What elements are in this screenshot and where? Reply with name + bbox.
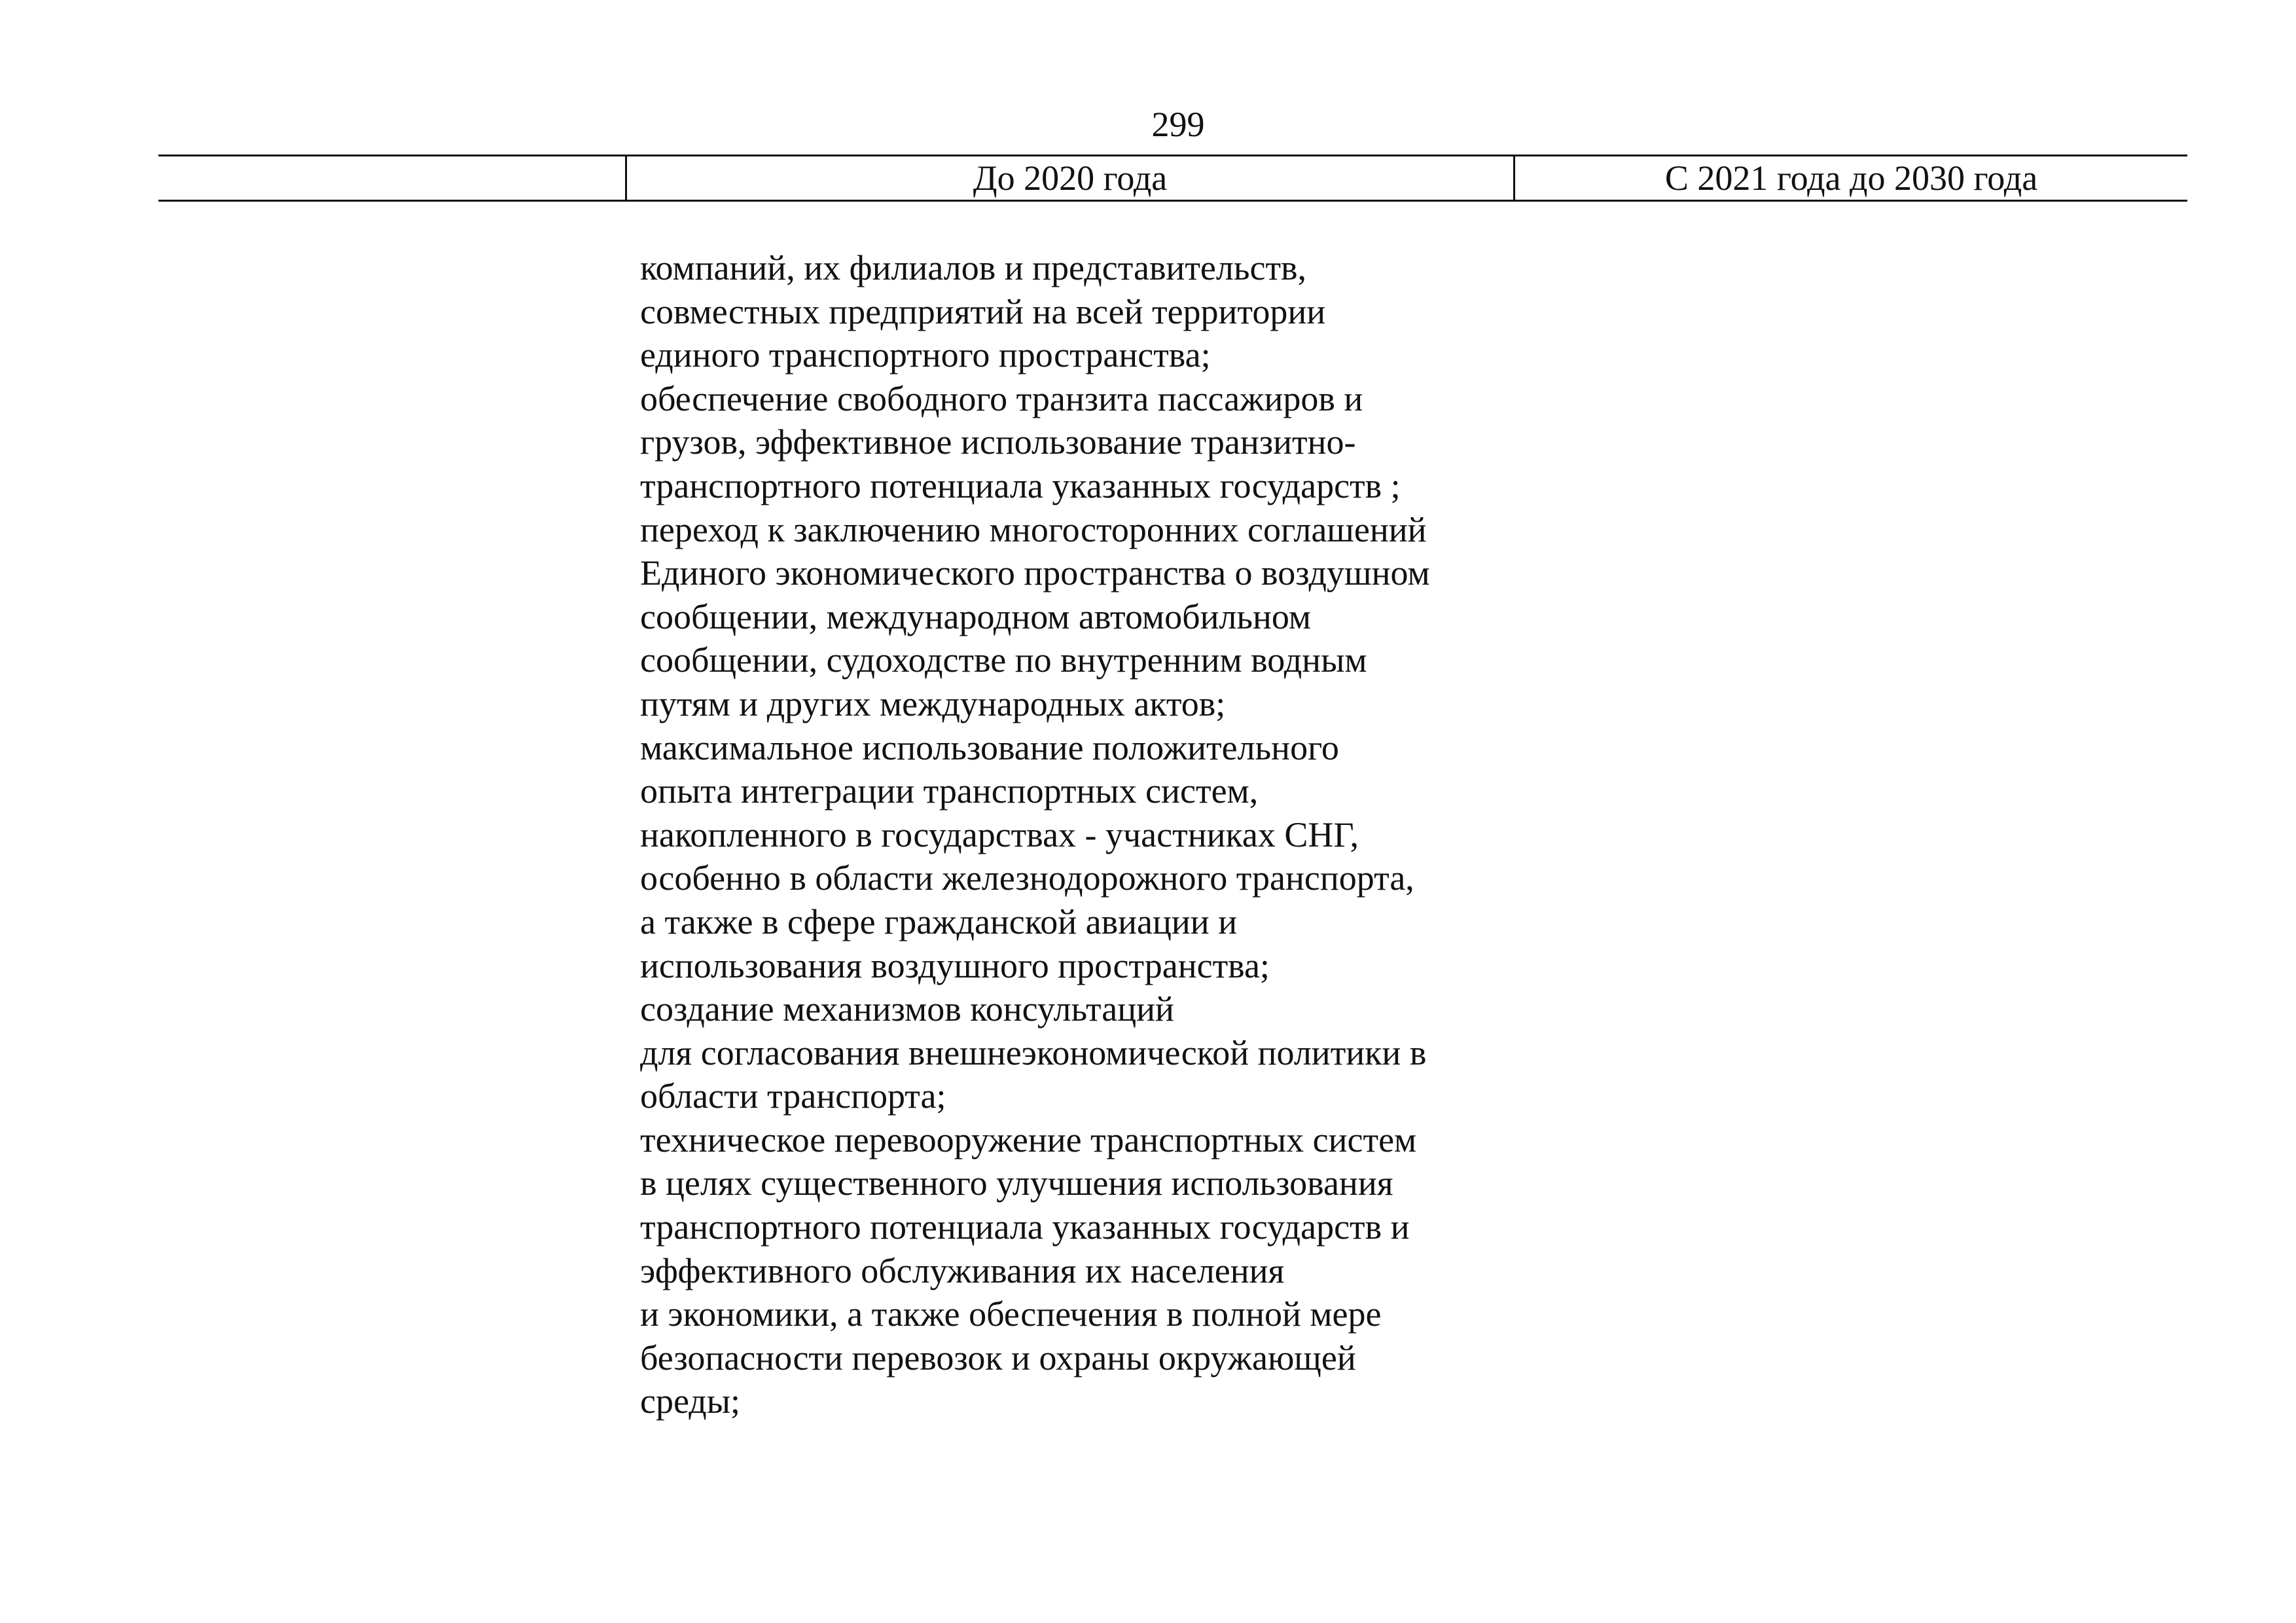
text-line: особенно в области железнодорожного транспорта,: [640, 858, 1414, 898]
text-line: для согласования внешнеэкономической политики в: [640, 1032, 1427, 1072]
text-line: техническое перевооружение транспортных систем: [640, 1120, 1417, 1159]
text-line: опыта интеграции транспортных систем,: [640, 771, 1259, 811]
page-number: 299: [1151, 105, 1205, 144]
text-line: сообщении, судоходстве по внутренним водным: [640, 640, 1367, 680]
text-line: грузов, эффективное использование транзитно-: [640, 422, 1356, 462]
text-line: компаний, их филиалов и представительств,: [640, 248, 1307, 287]
text-line: путям и других международных актов;: [640, 684, 1226, 723]
text-line: создание механизмов консультаций: [640, 989, 1174, 1029]
text-line: обеспечение свободного транзита пассажиров и: [640, 378, 1363, 418]
header-column-2021-2030: С 2021 года до 2030 года: [1513, 156, 2187, 200]
text-line: максимальное использование положительного: [640, 727, 1339, 767]
text-line: накопленного в государствах - участниках СНГ,: [640, 814, 1359, 854]
header-column-until-2020: До 2020 года: [625, 156, 1513, 200]
text-line: переход к заключению многосторонних соглашений: [640, 509, 1427, 549]
body-text: [640, 246, 1556, 1423]
text-line: в целях существенного улучшения использования: [640, 1163, 1393, 1203]
text-line: и экономики, а также обеспечения в полной мере: [640, 1294, 1382, 1334]
text-line: транспортного потенциала указанных государств ;: [640, 465, 1401, 505]
header-column-blank: [158, 156, 625, 200]
text-line: сообщении, международном автомобильном: [640, 596, 1312, 636]
text-line: совместных предприятий на всей территории: [640, 291, 1326, 331]
text-line: транспортного потенциала указанных государств и: [640, 1207, 1410, 1247]
text-line: эффективного обслуживания их населения: [640, 1250, 1285, 1290]
text-line: единого транспортного пространства;: [640, 335, 1211, 375]
text-line: а также в сфере гражданской авиации и: [640, 902, 1238, 941]
table-header: [158, 155, 2187, 202]
text-line: области транспорта;: [640, 1076, 946, 1116]
text-line: Единого экономического пространства о воздушном: [640, 553, 1430, 593]
text-line: безопасности перевозок и охраны окружающей: [640, 1338, 1356, 1377]
text-line: среды;: [640, 1381, 740, 1421]
text-line: использования воздушного пространства;: [640, 945, 1270, 985]
